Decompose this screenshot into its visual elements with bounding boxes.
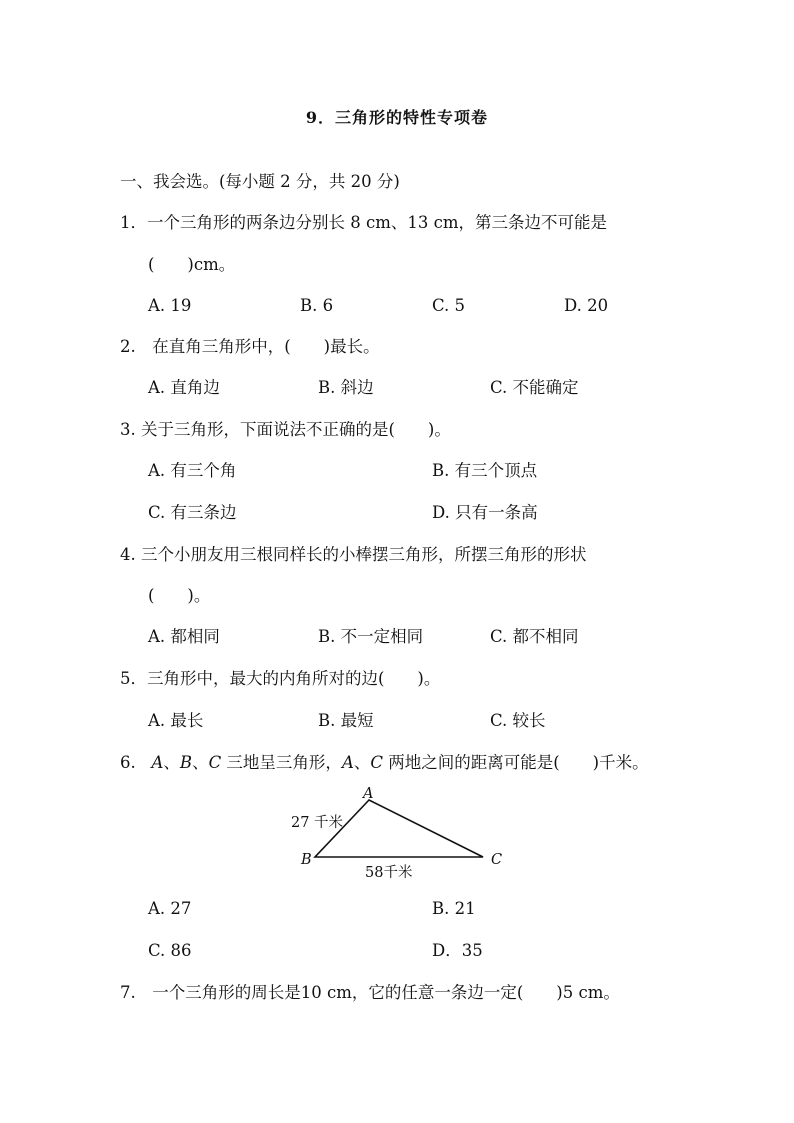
question-4-option-c: C. 都不相同	[490, 627, 579, 646]
question-3-option-b: B. 有三个顶点	[432, 461, 538, 480]
question-2-option-b: B. 斜边	[318, 378, 374, 397]
separator: 、	[163, 753, 180, 772]
section-heading: 一、我会选。(每小题 2 分，共 20 分)	[120, 172, 400, 191]
question-5-text: 5．三角形中，最大的内角所对的边( )。	[120, 669, 441, 688]
question-1-option-b: B. 6	[300, 296, 334, 315]
question-6-tail: 两地之间的距离可能是( )千米。	[382, 753, 649, 772]
question-6-option-a: A. 27	[148, 899, 192, 918]
vertex-label-a: A	[363, 786, 374, 802]
separator: 、	[353, 753, 371, 772]
question-6-option-b: B. 21	[432, 899, 476, 918]
question-3-option-c: C. 有三条边	[148, 503, 237, 522]
vertex-label-b: B	[301, 852, 312, 868]
question-1-blank: ( )cm。	[148, 255, 236, 274]
question-3-option-d: D. 只有一条高	[432, 503, 538, 522]
question-2-text: 2. 在直角三角形中，( )最长。	[120, 337, 380, 356]
question-1-option-d: D. 20	[564, 296, 609, 315]
question-6-mid: 三地呈三角形，	[221, 753, 342, 772]
question-4-blank: ( )。	[148, 586, 211, 605]
question-7-text: 7. 一个三角形的周长是10 cm，它的任意一条边一定( )5 cm。	[120, 983, 620, 1002]
triangle-figure	[285, 782, 515, 882]
question-3-text: 3. 关于三角形，下面说法不正确的是( )。	[120, 420, 451, 439]
point-c: C	[208, 753, 222, 772]
side-ab-label: 27 千米	[291, 815, 344, 831]
question-6-option-c: C. 86	[148, 941, 192, 960]
question-6-option-d: D．35	[432, 941, 483, 960]
question-1-text: 1．一个三角形的两条边分别长 8 cm、13 cm，第三条边不可能是	[120, 213, 607, 232]
point-b: B	[179, 753, 193, 772]
question-3-option-a: A. 有三个角	[148, 461, 237, 480]
question-5-option-b: B. 最短	[318, 711, 374, 730]
question-4-option-a: A. 都相同	[148, 627, 220, 646]
point-a: A	[341, 753, 354, 772]
question-number: 6.	[120, 753, 136, 772]
question-5-option-c: C. 较长	[490, 711, 546, 730]
point-c: C	[370, 753, 383, 772]
question-4-text: 4. 三个小朋友用三根同样长的小棒摆三角形，所摆三角形的形状	[120, 545, 587, 564]
vertex-label-c: C	[491, 852, 503, 868]
question-6-text	[120, 753, 649, 773]
question-1-option-c: C. 5	[432, 296, 466, 315]
question-5-option-a: A. 最长	[148, 711, 204, 730]
point-a: A	[151, 753, 164, 772]
question-1-option-a: A. 19	[148, 296, 192, 315]
side-bc-label: 58千米	[365, 865, 413, 881]
question-2-option-a: A. 直角边	[148, 378, 220, 397]
question-2-option-c: C. 不能确定	[490, 378, 579, 397]
page-title: 9．三角形的特性专项卷	[305, 108, 489, 127]
separator: 、	[192, 753, 209, 772]
question-4-option-b: B. 不一定相同	[318, 627, 424, 646]
